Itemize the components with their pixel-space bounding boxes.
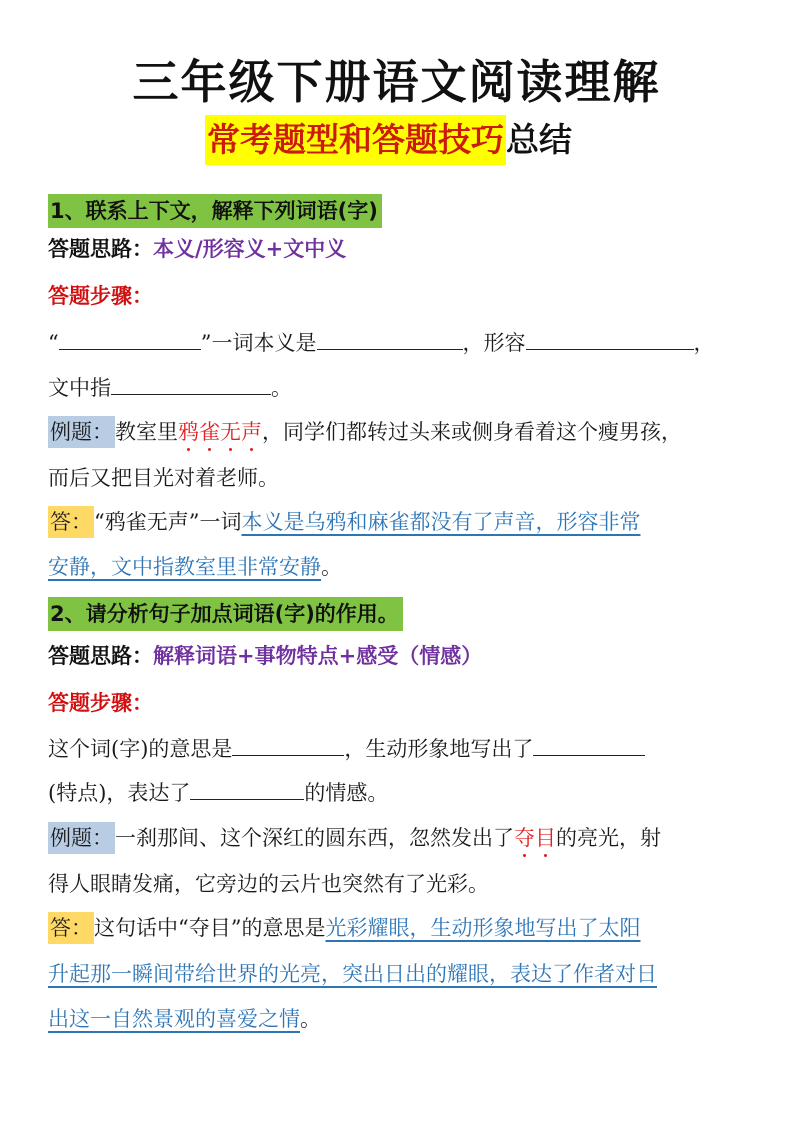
example-text: 一刹那间、这个深红的圆东西，忽然发出了 <box>115 826 514 850</box>
fill-blank <box>190 777 304 800</box>
template-text: 文中指 <box>48 376 111 400</box>
open-quote: “ <box>48 331 59 355</box>
answer-underlined: 光彩耀眼，生动形象地写出了太阳 <box>325 916 641 940</box>
approach-value: 本义/形容义+文中义 <box>153 236 347 261</box>
steps-label: 答题步骤： <box>48 690 153 715</box>
template-text: 的情感。 <box>304 781 389 805</box>
example-text: 的亮光，射 <box>556 826 661 850</box>
fill-blank <box>526 327 694 350</box>
approach-label: 答题思路： <box>48 644 153 668</box>
dotted-char: 雀 <box>199 420 220 444</box>
section-2-heading: 2、请分析句子加点词语(字)的作用。 <box>48 597 403 631</box>
section-1-steps-label-row <box>48 280 758 312</box>
answer-text: 。 <box>321 555 342 579</box>
section-1-answer-line-2 <box>48 551 758 583</box>
fill-blank <box>533 733 645 756</box>
dotted-char: 目 <box>535 826 556 850</box>
example-text: 教室里 <box>115 420 178 444</box>
section-1-template-line-2 <box>48 372 758 404</box>
answer-label: 答： <box>48 912 94 944</box>
section-1-approach <box>48 233 758 265</box>
template-text: 。 <box>271 376 292 400</box>
answer-underlined: 安静，文中指教室里非常安静 <box>48 555 321 579</box>
dotted-char: 无 <box>220 420 241 444</box>
template-text: 这个词(字)的意思是 <box>48 737 233 761</box>
dotted-char: 鸦 <box>178 420 199 444</box>
answer-text: 这句话中“夺目”的意思是 <box>94 916 326 940</box>
steps-label: 答题步骤： <box>48 283 153 308</box>
answer-text: “鸦雀无声”一词 <box>94 510 242 534</box>
approach-value: 解释词语+事物特点+感受（情感） <box>153 643 483 668</box>
section-2-template-line-1 <box>48 733 758 765</box>
section-2-steps-label-row <box>48 687 758 719</box>
section-2-example-line-1 <box>48 822 758 854</box>
example-label: 例题： <box>48 822 115 854</box>
section-2-answer-line-1 <box>48 912 758 944</box>
section-1-heading: 1、联系上下文，解释下列词语(字) <box>48 194 382 228</box>
template-text: ，生动形象地写出了 <box>344 737 534 761</box>
example-text: ，同学们都转过头来或侧身看着这个瘦男孩， <box>262 420 682 444</box>
answer-underlined: 本义是乌鸦和麻雀都没有了声音，形容非常 <box>241 510 641 534</box>
section-1-example-line-1 <box>48 416 758 448</box>
template-text: (特点)，表达了 <box>48 781 191 805</box>
fill-blank <box>317 327 463 350</box>
answer-text: 。 <box>300 1007 321 1031</box>
template-text: ， <box>693 331 715 355</box>
section-1-heading-row <box>48 194 758 228</box>
page-subtitle <box>205 115 572 165</box>
template-text: ”一词本义是 <box>200 331 317 355</box>
section-2-approach <box>48 640 758 672</box>
section-1-template-line-1 <box>48 327 758 359</box>
section-1-answer-line-1 <box>48 506 758 538</box>
answer-underlined: 出这一自然景观的喜爱之情 <box>48 1007 300 1031</box>
subtitle-highlight: 常考题型和答题技巧 <box>205 115 506 165</box>
example-text: 而后又把目光对着老师。 <box>48 466 279 490</box>
fill-blank <box>111 372 271 395</box>
answer-label: 答： <box>48 506 94 538</box>
template-text: ，形容 <box>462 331 526 355</box>
page-title: 三年级下册语文阅读理解 <box>132 55 661 109</box>
section-1-example-line-2 <box>48 462 758 494</box>
dotted-char: 声 <box>241 420 262 444</box>
example-label: 例题： <box>48 416 115 448</box>
subtitle-rest: 总结 <box>506 120 572 159</box>
section-2-example-line-2 <box>48 868 758 900</box>
fill-blank <box>59 327 201 350</box>
answer-underlined: 升起那一瞬间带给世界的光亮，突出日出的耀眼，表达了作者对日 <box>48 962 657 986</box>
fill-blank <box>232 733 344 756</box>
section-2-answer-line-2 <box>48 958 758 990</box>
example-text: 得人眼睛发痛，它旁边的云片也突然有了光彩。 <box>48 872 489 896</box>
section-2-heading-row <box>48 597 758 631</box>
approach-label: 答题思路： <box>48 237 153 261</box>
section-2-template-line-2 <box>48 777 758 809</box>
dotted-char: 夺 <box>514 826 535 850</box>
section-2-answer-line-3 <box>48 1003 758 1035</box>
